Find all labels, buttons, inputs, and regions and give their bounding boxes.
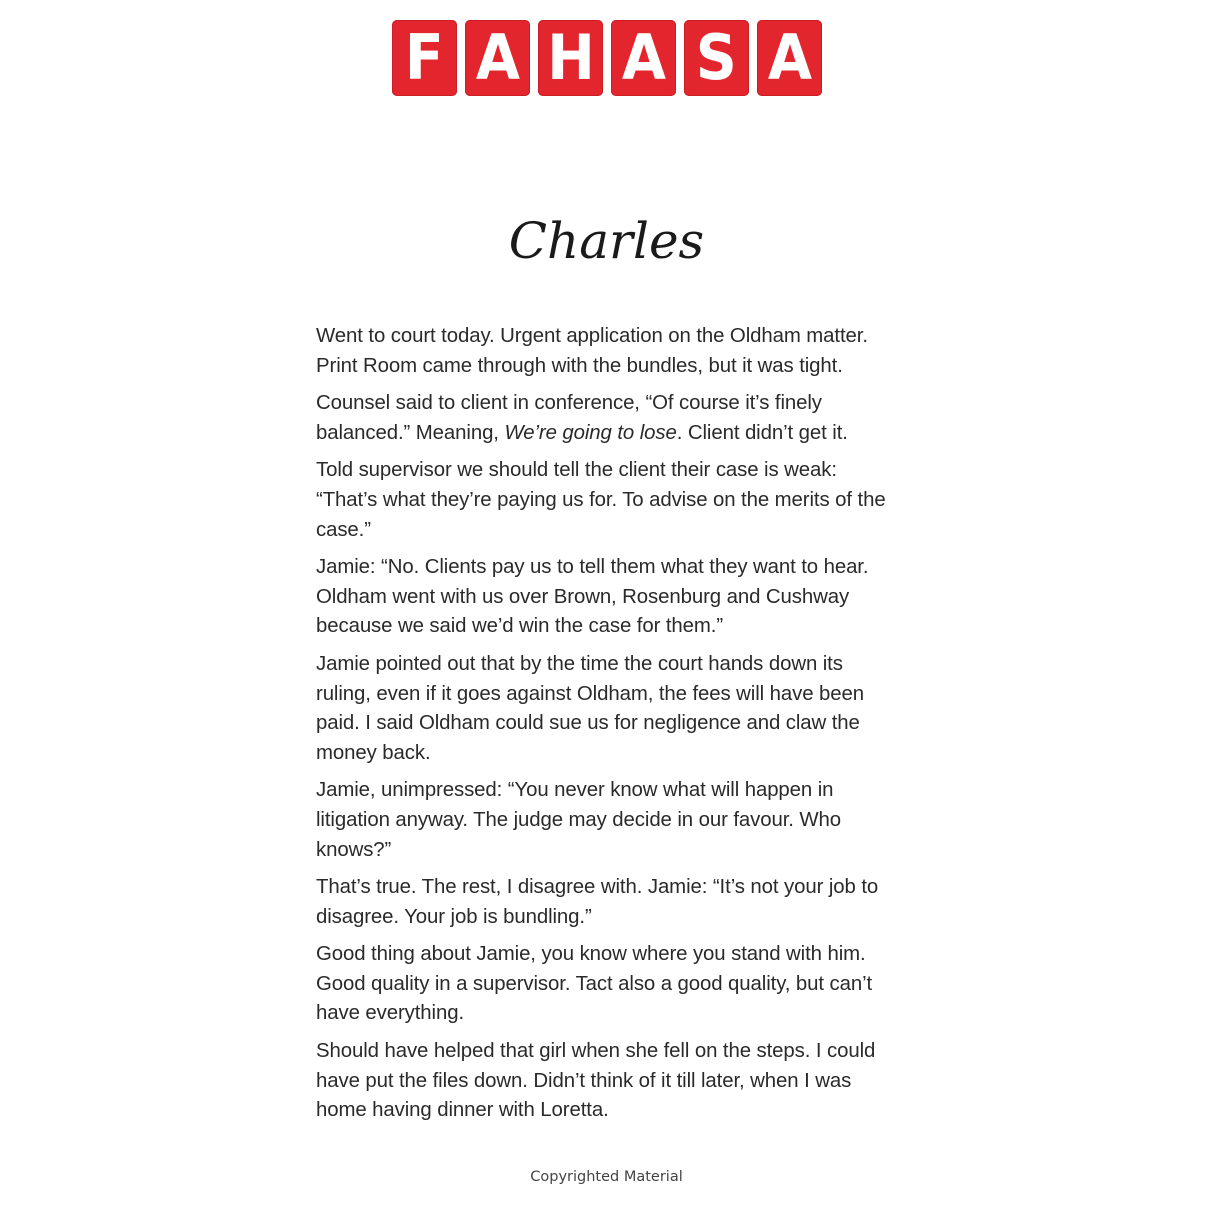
logo-letter: F	[405, 21, 444, 94]
logo-letter: H	[546, 21, 595, 94]
logo-tile	[465, 20, 530, 96]
logo-tile	[538, 20, 603, 96]
paragraph: Went to court today. Urgent application on the Oldham matter. Print Room came through with the bundles, but it was tight.	[316, 325, 868, 377]
copyright-notice: Copyrighted Material	[530, 1169, 683, 1185]
paragraph: Jamie pointed out that by the time the court hands down its ruling, even if it goes against Oldham, the fees will have been paid. I said Oldham could sue us for negligence and claw the money back.	[316, 652, 864, 764]
paragraph	[316, 389, 900, 448]
chapter-title: Charles	[508, 212, 705, 270]
logo-letter: A	[621, 21, 666, 94]
paragraph: Told supervisor we should tell the client their case is weak: “That’s what they’re paying us for. To advise on the merits of the case.”	[316, 459, 886, 541]
paragraph: Good thing about Jamie, you know where you stand with him. Good quality in a supervisor. Tact also a good quality, but can’t have everything.	[316, 943, 873, 1025]
logo-tile	[392, 20, 457, 96]
body-text	[316, 322, 900, 1134]
paragraph: Jamie: “No. Clients pay us to tell them what they want to hear. Oldham went with us over Brown, Rosenburg and Cushway because we said we’d win the case for them.”	[316, 556, 869, 638]
paragraph: Jamie, unimpressed: “You never know what will happen in litigation anyway. The judge may decide in our favour. Who knows?”	[316, 779, 842, 861]
paragraph-text: . Client didn’t get it.	[676, 421, 848, 444]
logo-letter: A	[475, 21, 520, 94]
logo-letter: S	[695, 21, 738, 94]
logo-tile	[757, 20, 822, 96]
paragraph: Should have helped that girl when she fell on the steps. I could have put the files down. Didn’t think of it till later, when I was home having dinner with Loretta.	[316, 1040, 876, 1122]
paragraph-italic-text: We’re going to lose	[504, 421, 677, 444]
paragraph-text: Counsel said to client in conference, “Of course it’s finely balanced.” Meaning,	[316, 392, 822, 444]
paragraph: That’s true. The rest, I disagree with. Jamie: “It’s not your job to disagree. Your job is bundling.”	[316, 876, 879, 928]
fahasa-logo	[392, 20, 822, 98]
logo-tile	[611, 20, 676, 96]
logo-letter: A	[767, 21, 812, 94]
logo-tile	[684, 20, 749, 96]
